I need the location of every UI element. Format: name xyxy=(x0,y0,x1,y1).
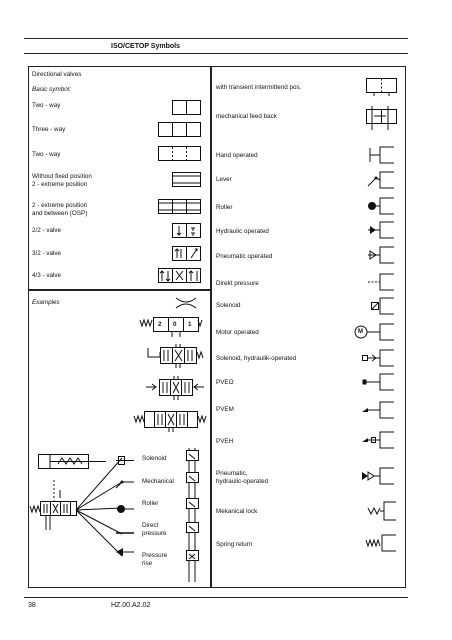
pveo-icon xyxy=(362,372,398,392)
pvem-icon xyxy=(362,400,398,420)
hydraulic-operated-icon xyxy=(368,220,398,240)
mechanical-lock-icon xyxy=(366,500,398,522)
basic-symbol-label: Basic symbol: xyxy=(32,86,71,93)
mech-feedback-symbol xyxy=(366,106,398,132)
r-label-pveo: PVEO xyxy=(216,379,234,386)
row-label-22-valve: 2/2 - valve xyxy=(32,227,62,234)
operator-label-mechanical: Mechanical xyxy=(142,478,174,485)
valve-number-2: 2 xyxy=(158,321,162,328)
transient-valve-symbol xyxy=(366,78,398,96)
r-label-roller: Roller xyxy=(216,204,233,211)
operator-label-pressure-rise: Pressure rise xyxy=(142,552,168,567)
lever-icon xyxy=(368,170,398,190)
solenoid-icon xyxy=(368,296,398,316)
r-label-pneu-hydr: Pneumatic, hydraulic-operated xyxy=(216,470,269,485)
three-way-valve-symbol xyxy=(158,122,204,138)
page-number: 38 xyxy=(28,602,36,609)
page-title: ISO/CETOP Symbols xyxy=(111,43,180,50)
r-label-hand: Hand operated xyxy=(216,152,258,159)
header-rule-top xyxy=(24,38,408,39)
row-label-without-fixed: Without fixed position 2 - extreme position xyxy=(32,173,92,188)
examples-label: Examples xyxy=(32,299,60,306)
pveh-icon xyxy=(362,430,398,450)
small-valve-column xyxy=(185,448,201,582)
r-label-pveh: PVEH xyxy=(216,438,234,445)
r-label-hydraulic: Hydraulic operated xyxy=(216,228,269,235)
row-label-two-way-2: Two - way xyxy=(32,151,61,158)
document-code: HZ.00.A2.02 xyxy=(111,602,151,609)
direkt-pressure-icon xyxy=(368,272,398,292)
mechanical-operator-icon xyxy=(116,478,134,490)
r-label-mech-feedback: mechanical feed back xyxy=(216,113,277,120)
row-label-43-valve: 4/3 - valve xyxy=(32,272,62,279)
osp-valve-symbol xyxy=(158,199,204,215)
example-valve-3 xyxy=(146,376,206,400)
row-label-two-way: Two - way xyxy=(32,102,61,109)
r-label-sol-hydraulik: Solenoid, hydraulik-operated xyxy=(216,355,297,362)
example-valve-2 xyxy=(146,344,206,368)
cross-lines-symbol xyxy=(174,296,198,310)
direct-pressure-operator-icon xyxy=(116,528,134,538)
r-label-solenoid: Solenoid xyxy=(216,302,241,309)
operator-label-solenoid: Solenoid xyxy=(142,455,167,462)
section-title: Directional valves xyxy=(32,71,82,78)
valve-22-symbol xyxy=(172,223,204,241)
r-label-direkt: Direkt pressure xyxy=(216,280,259,287)
row-label-three-way: Three - way xyxy=(32,126,66,133)
r-label-pvem: PVEM xyxy=(216,406,234,413)
header-rule-bottom xyxy=(24,53,408,54)
roller-icon xyxy=(368,196,398,216)
motor-symbol-letter: M xyxy=(358,329,363,335)
row-label-32-valve: 3/2 - valve xyxy=(32,250,62,257)
pneu-hydraulic-icon xyxy=(362,466,398,486)
r-label-transient: with transient intermittend pos. xyxy=(216,84,302,91)
r-label-pneumatic: Pneumatic operated xyxy=(216,253,273,260)
operator-label-roller: Roller xyxy=(142,500,159,507)
valve-number-0: 0 xyxy=(173,321,177,328)
valve-32-symbol xyxy=(172,246,204,264)
spring-return-icon xyxy=(366,533,398,553)
numbered-valve-symbol xyxy=(140,316,204,338)
solenoid-operator-icon xyxy=(116,456,134,468)
solenoid-hydraulik-icon xyxy=(362,348,398,368)
r-label-spring: Spring return xyxy=(216,541,253,548)
roller-operator-icon xyxy=(116,504,134,516)
hand-operated-icon xyxy=(368,145,398,165)
r-label-motor: Motor operated xyxy=(216,329,259,336)
r-label-lever: Lever xyxy=(216,176,232,183)
two-way-valve-symbol xyxy=(172,100,202,116)
pneumatic-operated-icon xyxy=(368,245,398,265)
footer-rule xyxy=(24,597,408,598)
valve-43-symbol xyxy=(158,268,204,286)
pressure-rise-operator-icon xyxy=(116,546,134,558)
two-way-dashed-valve-symbol xyxy=(158,146,204,162)
row-label-osp: 2 - extreme position and between (OSP) xyxy=(32,202,88,217)
r-label-mek-lock: Mekanical lock xyxy=(216,508,258,515)
operator-label-direct-pressure: Direct pressure xyxy=(142,522,167,537)
valve-number-1: 1 xyxy=(188,321,192,328)
two-position-valve-symbol xyxy=(172,172,202,188)
example-valve-4 xyxy=(134,408,208,432)
